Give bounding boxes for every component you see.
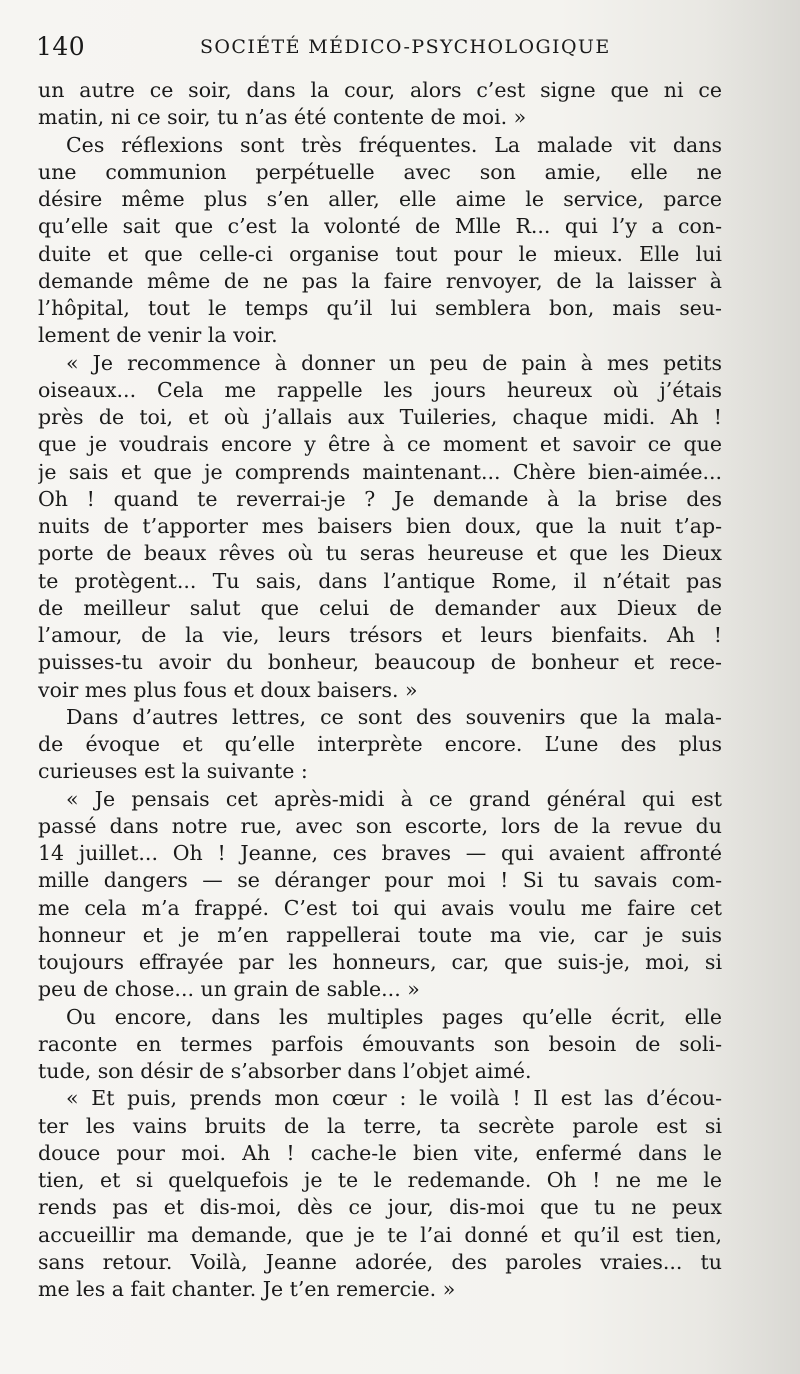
text-line: l’hôpital, tout le temps qu’il lui semblera bon, mais seu- bbox=[38, 296, 722, 320]
text-line: je sais et que je comprends maintenant... Chère bien-aimée... bbox=[38, 459, 722, 484]
text-line: Dans d’autres lettres, ce sont des souvenirs que la mala- bbox=[66, 704, 722, 729]
text-line: sans retour. Voilà, Jeanne adorée, des paroles vraies... tu bbox=[38, 1249, 722, 1274]
running-title: SOCIÉTÉ MÉDICO-PSYCHOLOGIQUE bbox=[200, 36, 611, 58]
text-line: « Et puis, prends mon cœur : le voilà ! Il est las d’écou- bbox=[66, 1086, 722, 1111]
text-line: demande même de ne pas la faire renvoyer, de la laisser à bbox=[38, 268, 722, 293]
text-line: passé dans notre rue, avec son escorte, lors de la revue du bbox=[38, 813, 722, 838]
text-line: curieuses est la suivante : bbox=[38, 759, 308, 784]
text-line: Oh ! quand te reverrai-je ? Je demande à la brise des bbox=[38, 486, 722, 511]
text-line: Ou encore, dans les multiples pages qu’elle écrit, elle bbox=[66, 1004, 722, 1029]
text-line: oiseaux... Cela me rappelle les jours heureux où j’étais bbox=[38, 377, 722, 402]
text-line: désire même plus s’en aller, elle aime le service, parce bbox=[38, 187, 722, 211]
text-line: que je voudrais encore y être à ce moment et savoir ce que bbox=[38, 432, 722, 457]
text-line: accueillir ma demande, que je te l’ai donné et qu’il est tien, bbox=[38, 1222, 722, 1247]
text-line: tude, son désir de s’absorber dans l’objet aimé. bbox=[38, 1059, 532, 1083]
text-line: honneur et je m’en rappellerai toute ma vie, car je suis bbox=[38, 922, 722, 947]
text-line: puisses-tu avoir du bonheur, beaucoup de bonheur et rece- bbox=[38, 650, 722, 675]
text-line: de évoque et qu’elle interprète encore. L’une des plus bbox=[38, 732, 722, 756]
text-line: mille dangers — se déranger pour moi ! Si tu savais com- bbox=[38, 868, 722, 893]
text-line: rends pas et dis-moi, dès ce jour, dis-moi que tu ne peux bbox=[38, 1195, 722, 1220]
text-line: 14 juillet... Oh ! Jeanne, ces braves — qui avaient affronté bbox=[38, 841, 722, 865]
text-line: toujours effrayée par les honneurs, car, que suis-je, moi, si bbox=[38, 950, 722, 974]
page-header bbox=[34, 30, 734, 70]
text-line: tien, et si quelquefois je te le redemande. Oh ! ne me le bbox=[38, 1168, 722, 1192]
text-line: ter les vains bruits de la terre, ta secrète parole est si bbox=[38, 1113, 722, 1138]
text-line: raconte en termes parfois émouvants son besoin de soli- bbox=[38, 1031, 722, 1056]
text-line: l’amour, de la vie, leurs trésors et leurs bienfaits. Ah ! bbox=[38, 623, 722, 647]
body-text bbox=[38, 77, 722, 1303]
text-line: te protègent... Tu sais, dans l’antique Rome, il n’était pas bbox=[38, 568, 722, 593]
text-line: nuits de t’apporter mes baisers bien doux, que la nuit t’ap- bbox=[38, 514, 722, 538]
text-line: Ces réflexions sont très fréquentes. La malade vit dans bbox=[66, 132, 722, 157]
text-line: de meilleur salut que celui de demander aux Dieux de bbox=[38, 595, 722, 620]
text-line: lement de venir la voir. bbox=[38, 323, 278, 348]
text-line: peu de chose... un grain de sable... » bbox=[38, 977, 420, 1002]
text-line: me cela m’a frappé. C’est toi qui avais voulu me faire cet bbox=[38, 895, 722, 920]
page-number: 140 bbox=[36, 32, 86, 61]
text-line: un autre ce soir, dans la cour, alors c’est signe que ni ce bbox=[38, 78, 722, 102]
text-line: une communion perpétuelle avec son amie, elle ne bbox=[38, 159, 722, 184]
text-line: matin, ni ce soir, tu n’as été contente de moi. » bbox=[38, 105, 527, 130]
text-line: « Je pensais cet après-midi à ce grand général qui est bbox=[66, 786, 722, 811]
text-line: voir mes plus fous et doux baisers. » bbox=[38, 677, 418, 702]
text-line: douce pour moi. Ah ! cache-le bien vite, enfermé dans le bbox=[38, 1140, 722, 1165]
text-line: « Je recommence à donner un peu de pain à mes petits bbox=[66, 350, 722, 375]
text-line: porte de beaux rêves où tu seras heureuse et que les Dieux bbox=[38, 541, 722, 566]
text-line: duite et que celle-ci organise tout pour le mieux. Elle lui bbox=[38, 241, 722, 266]
text-line: qu’elle sait que c’est la volonté de Mlle R... qui l’y a con- bbox=[38, 214, 722, 239]
text-line: près de toi, et où j’allais aux Tuileries, chaque midi. Ah ! bbox=[38, 405, 722, 429]
text-line: me les a fait chanter. Je t’en remercie. » bbox=[38, 1277, 456, 1301]
